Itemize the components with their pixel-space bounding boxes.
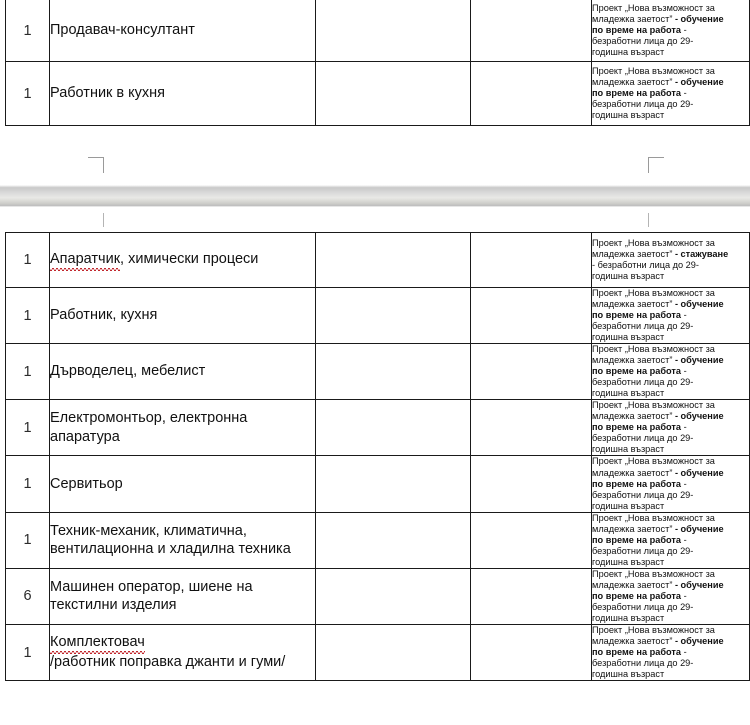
note-line: младежка заетост” - стажуване [592,248,729,259]
cell-position-name [50,512,316,568]
note-emphasis: - обучение [672,579,724,590]
cell-blank-a [316,344,471,400]
cell-blank-a [316,568,471,624]
cell-blank-a [316,233,471,288]
cell-blank-b [471,288,592,344]
note-line: - [681,87,687,98]
cell-position-name [50,233,316,288]
cell-quantity: 1 [6,288,50,344]
note-emphasis: - обучение [672,411,724,422]
cell-blank-a [316,512,471,568]
cell-blank-b [471,624,592,680]
vacancy-table-top-body [6,0,750,126]
page-margin-tick-left-icon [103,213,104,227]
note-line: - [681,24,687,35]
note-line: младежка заетост” - обучение [592,13,724,24]
page-margin-corner-top-right-icon [648,157,664,173]
note-line: младежка заетост” - обучение [592,523,724,534]
note-line: младежка заетост” - обучение [592,76,724,87]
position-name-line: Електромонтьор, електронна [50,410,248,427]
note-line: безработни лица до 29- [592,658,694,669]
note-emphasis: - обучение [672,523,724,534]
note-line: - [681,422,687,433]
cell-quantity: 6 [6,568,50,624]
cell-project-note [592,288,750,344]
cell-project-note [592,512,750,568]
spellcheck-underlined-word: Комплектовач [50,633,145,653]
note-emphasis: - обучение [672,13,724,24]
note-line: младежка заетост” - обучение [592,635,724,646]
note-line: Проект „Нова възможност за [592,624,715,635]
note-line: безработни лица до 29- [592,321,694,332]
note-emphasis: по време на работа [592,366,682,377]
cell-project-note [592,62,750,126]
position-name-line: Работник, кухня [50,307,158,324]
note-line: безработни лица до 29- [592,99,694,110]
cell-position-name [50,62,316,126]
cell-project-note [592,0,750,62]
note-line: Проект „Нова възможност за [592,2,715,13]
page-break-separator [0,185,750,207]
note-line: младежка заетост” - обучение [592,467,724,478]
table-row [6,233,750,288]
note-emphasis: - обучение [672,467,724,478]
cell-blank-a [316,62,471,126]
cell-project-note [592,456,750,512]
cell-project-note [592,400,750,456]
note-emphasis: по време на работа [592,478,682,489]
table-row [6,400,750,456]
note-emphasis: по време на работа [592,24,682,35]
cell-position-name [50,568,316,624]
position-name-line: Машинен оператор, шиене на [50,578,253,595]
vacancy-table-bottom-body [6,233,750,681]
note-line: годишна възраст [592,271,665,282]
cell-project-note [592,233,750,288]
note-emphasis: по време на работа [592,590,682,601]
table-row [6,568,750,624]
note-emphasis: по време на работа [592,647,682,657]
note-line: - [681,534,687,545]
note-line: безработни лица до 29- [592,377,694,388]
table-row [6,62,750,126]
page-margin-tick-right-icon [648,213,649,227]
cell-blank-a [316,0,471,62]
cell-blank-b [471,512,592,568]
cell-quantity: 1 [6,0,50,62]
table-row [6,456,750,512]
note-line: годишна възраст [592,612,665,623]
note-line: годишна възраст [592,669,665,680]
position-name-line: Дърводелец, мебелист [50,363,206,380]
cell-project-note [592,624,750,680]
note-emphasis: по време на работа [592,422,682,433]
cell-blank-b [471,0,592,62]
cell-position-name [50,624,316,680]
note-line: Проект „Нова възможност за [592,65,715,76]
cell-project-note [592,568,750,624]
cell-blank-a [316,400,471,456]
cell-blank-b [471,233,592,288]
note-line: Проект „Нова възможност за [592,237,715,248]
note-line: Проект „Нова възможност за [592,512,715,523]
cell-quantity: 1 [6,400,50,456]
note-line: годишна възраст [592,500,665,511]
note-line: Проект „Нова възможност за [592,456,715,467]
cell-blank-a [316,288,471,344]
note-line: безработни лица до 29- [592,36,694,47]
note-line: Проект „Нова възможност за [592,568,715,579]
cell-blank-a [316,624,471,680]
note-line: безработни лица до 29- [592,601,694,612]
position-name-line [50,633,315,653]
table-row [6,0,750,62]
note-line: - [681,647,687,657]
position-name-line: Апаратчик, химически процеси [50,250,315,270]
note-line: годишна възраст [592,388,665,399]
note-line: Проект „Нова възможност за [592,400,715,411]
position-name-line: /работник поправка джанти и гуми/ [50,654,286,671]
note-line: безработни лица до 29- [592,489,694,500]
note-line: - [681,590,687,601]
position-name-line: Техник-механик, климатична, [50,522,247,539]
note-line: Проект „Нова възможност за [592,288,715,298]
cell-blank-b [471,400,592,456]
position-name-line: Продавач-консултант [50,22,195,39]
cell-blank-a [316,456,471,512]
cell-quantity: 1 [6,624,50,680]
position-name-line: апаратура [50,428,120,445]
cell-blank-b [471,62,592,126]
position-name-line: Сервитьор [50,475,123,492]
page-margin-corner-top-left-icon [88,157,104,173]
cell-project-note [592,344,750,400]
cell-quantity: 1 [6,512,50,568]
cell-position-name [50,400,316,456]
note-line: младежка заетост” - обучение [592,299,724,310]
cell-quantity: 1 [6,344,50,400]
table-row [6,344,750,400]
note-line: Проект „Нова възможност за [592,344,715,355]
note-line: безработни лица до 29- [592,433,694,444]
note-line: - безработни лица до 29- [592,260,699,270]
cell-position-name [50,0,316,62]
note-emphasis: по време на работа [592,87,682,98]
table-row [6,624,750,680]
vacancy-table-page-bottom [5,232,750,681]
note-emphasis: - стажуване [672,248,729,259]
note-emphasis: по време на работа [592,310,682,321]
vacancy-table-page-top [5,0,750,126]
cell-quantity: 1 [6,456,50,512]
note-emphasis: - обучение [672,355,724,366]
note-line: годишна възраст [592,444,665,455]
position-name-line: Работник в кухня [50,85,166,102]
cell-position-name [50,288,316,344]
note-line: младежка заетост” - обучение [592,355,724,366]
note-line: годишна възраст [592,47,665,58]
cell-blank-b [471,568,592,624]
note-emphasis: по време на работа [592,534,682,545]
note-line: - [681,478,687,489]
table-row [6,512,750,568]
position-name-line: текстилни изделия [50,597,177,614]
note-line: годишна възраст [592,556,665,567]
position-name-line: вентилационна и хладилна техника [50,541,291,558]
note-line: младежка заетост” - обучение [592,579,724,590]
cell-blank-b [471,344,592,400]
note-line: годишна възраст [592,332,665,343]
spellcheck-underlined-word: Апаратчик [50,250,120,270]
note-line: годишна възраст [592,110,665,121]
note-line: - [681,366,687,377]
note-line: младежка заетост” - обучение [592,411,724,422]
cell-position-name [50,344,316,400]
cell-position-name [50,456,316,512]
cell-blank-b [471,456,592,512]
note-emphasis: - обучение [672,299,724,310]
note-emphasis: - обучение [672,635,724,646]
table-row [6,288,750,344]
note-emphasis: - обучение [672,76,724,87]
note-line: безработни лица до 29- [592,545,694,556]
cell-quantity: 1 [6,233,50,288]
cell-quantity: 1 [6,62,50,126]
note-line: - [681,310,687,321]
